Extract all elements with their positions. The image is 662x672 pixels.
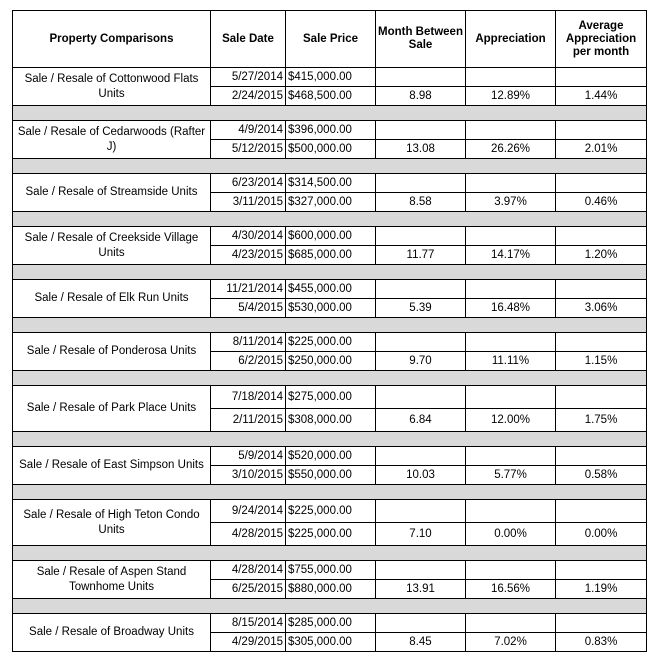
property-name-cell: Sale / Resale of East Simpson Units [13, 447, 211, 485]
property-comparison-table [12, 10, 647, 652]
months-between-cell: 11.77 [376, 246, 466, 265]
empty-cell [376, 500, 466, 523]
average-appreciation-cell: 0.00% [556, 523, 647, 546]
first-sale-date-cell: 7/18/2014 [211, 386, 286, 409]
first-sale-date-cell: 8/11/2014 [211, 333, 286, 352]
empty-cell [556, 561, 647, 580]
first-sale-date-cell: 8/15/2014 [211, 614, 286, 633]
separator-cell [13, 432, 647, 447]
property-name-cell: Sale / Resale of Streamside Units [13, 174, 211, 212]
months-between-cell: 6.84 [376, 409, 466, 432]
resale-price-cell: $308,000.00 [286, 409, 376, 432]
property-name-cell: Sale / Resale of High Teton Condo Units [13, 500, 211, 546]
resale-date-cell: 3/11/2015 [211, 193, 286, 212]
empty-cell [376, 174, 466, 193]
empty-cell [556, 121, 647, 140]
months-between-cell: 8.98 [376, 87, 466, 106]
average-appreciation-cell: 1.75% [556, 409, 647, 432]
empty-cell [376, 68, 466, 87]
separator-row [13, 318, 647, 333]
empty-cell [376, 561, 466, 580]
empty-cell [466, 68, 556, 87]
empty-cell [556, 500, 647, 523]
appreciation-cell: 16.56% [466, 580, 556, 599]
months-between-cell: 8.45 [376, 633, 466, 652]
first-sale-date-cell: 11/21/2014 [211, 280, 286, 299]
header-property: Property Comparisons [13, 11, 211, 68]
separator-row [13, 485, 647, 500]
header-average-appreciation: Average Appreciation per month [556, 11, 647, 68]
separator-row [13, 546, 647, 561]
table-row [13, 280, 647, 299]
property-name-cell: Sale / Resale of Ponderosa Units [13, 333, 211, 371]
property-name-cell: Sale / Resale of Elk Run Units [13, 280, 211, 318]
first-sale-price-cell: $314,500.00 [286, 174, 376, 193]
property-name-cell: Sale / Resale of Cedarwoods (Rafter J) [13, 121, 211, 159]
resale-price-cell: $685,000.00 [286, 246, 376, 265]
empty-cell [466, 280, 556, 299]
table-row [13, 333, 647, 352]
first-sale-date-cell: 4/28/2014 [211, 561, 286, 580]
separator-row [13, 106, 647, 121]
average-appreciation-cell: 1.20% [556, 246, 647, 265]
separator-cell [13, 212, 647, 227]
resale-price-cell: $225,000.00 [286, 523, 376, 546]
table-row [13, 174, 647, 193]
resale-price-cell: $550,000.00 [286, 466, 376, 485]
average-appreciation-cell: 0.58% [556, 466, 647, 485]
first-sale-price-cell: $600,000.00 [286, 227, 376, 246]
separator-row [13, 599, 647, 614]
resale-date-cell: 4/28/2015 [211, 523, 286, 546]
first-sale-date-cell: 6/23/2014 [211, 174, 286, 193]
appreciation-cell: 26.26% [466, 140, 556, 159]
empty-cell [556, 68, 647, 87]
resale-price-cell: $880,000.00 [286, 580, 376, 599]
first-sale-price-cell: $275,000.00 [286, 386, 376, 409]
empty-cell [556, 280, 647, 299]
resale-date-cell: 6/25/2015 [211, 580, 286, 599]
table-row [13, 447, 647, 466]
appreciation-cell: 12.00% [466, 409, 556, 432]
average-appreciation-cell: 1.19% [556, 580, 647, 599]
empty-cell [466, 500, 556, 523]
separator-cell [13, 546, 647, 561]
months-between-cell: 13.08 [376, 140, 466, 159]
table-row [13, 121, 647, 140]
table-row [13, 227, 647, 246]
property-name-cell: Sale / Resale of Creekside Village Units [13, 227, 211, 265]
empty-cell [376, 227, 466, 246]
empty-cell [556, 227, 647, 246]
first-sale-price-cell: $755,000.00 [286, 561, 376, 580]
months-between-cell: 8.58 [376, 193, 466, 212]
resale-date-cell: 3/10/2015 [211, 466, 286, 485]
first-sale-date-cell: 4/9/2014 [211, 121, 286, 140]
empty-cell [556, 386, 647, 409]
empty-cell [466, 174, 556, 193]
first-sale-date-cell: 9/24/2014 [211, 500, 286, 523]
separator-cell [13, 318, 647, 333]
header-sale-price: Sale Price [286, 11, 376, 68]
separator-cell [13, 371, 647, 386]
average-appreciation-cell: 0.46% [556, 193, 647, 212]
resale-price-cell: $468,500.00 [286, 87, 376, 106]
months-between-cell: 13.91 [376, 580, 466, 599]
property-name-cell: Sale / Resale of Cottonwood Flats Units [13, 68, 211, 106]
empty-cell [556, 333, 647, 352]
appreciation-cell: 14.17% [466, 246, 556, 265]
table-row [13, 68, 647, 87]
empty-cell [376, 333, 466, 352]
empty-cell [466, 386, 556, 409]
appreciation-cell: 11.11% [466, 352, 556, 371]
first-sale-price-cell: $225,000.00 [286, 500, 376, 523]
empty-cell [556, 614, 647, 633]
table-body [13, 68, 647, 652]
separator-cell [13, 159, 647, 174]
months-between-cell: 7.10 [376, 523, 466, 546]
empty-cell [466, 227, 556, 246]
resale-price-cell: $305,000.00 [286, 633, 376, 652]
empty-cell [466, 447, 556, 466]
average-appreciation-cell: 3.06% [556, 299, 647, 318]
average-appreciation-cell: 1.44% [556, 87, 647, 106]
first-sale-price-cell: $396,000.00 [286, 121, 376, 140]
first-sale-price-cell: $225,000.00 [286, 333, 376, 352]
property-name-cell: Sale / Resale of Broadway Units [13, 614, 211, 652]
table-row [13, 386, 647, 409]
empty-cell [376, 280, 466, 299]
first-sale-date-cell: 5/27/2014 [211, 68, 286, 87]
resale-date-cell: 6/2/2015 [211, 352, 286, 371]
property-name-cell: Sale / Resale of Park Place Units [13, 386, 211, 432]
resale-date-cell: 5/4/2015 [211, 299, 286, 318]
empty-cell [466, 561, 556, 580]
appreciation-cell: 3.97% [466, 193, 556, 212]
separator-cell [13, 106, 647, 121]
empty-cell [376, 447, 466, 466]
resale-price-cell: $530,000.00 [286, 299, 376, 318]
separator-cell [13, 485, 647, 500]
empty-cell [376, 121, 466, 140]
first-sale-date-cell: 4/30/2014 [211, 227, 286, 246]
empty-cell [556, 447, 647, 466]
appreciation-cell: 7.02% [466, 633, 556, 652]
empty-cell [466, 121, 556, 140]
table-row [13, 500, 647, 523]
resale-price-cell: $500,000.00 [286, 140, 376, 159]
comparison-sheet [12, 10, 646, 652]
first-sale-price-cell: $285,000.00 [286, 614, 376, 633]
resale-date-cell: 4/29/2015 [211, 633, 286, 652]
separator-cell [13, 599, 647, 614]
months-between-cell: 10.03 [376, 466, 466, 485]
empty-cell [376, 386, 466, 409]
separator-row [13, 371, 647, 386]
average-appreciation-cell: 2.01% [556, 140, 647, 159]
resale-date-cell: 4/23/2015 [211, 246, 286, 265]
header-appreciation: Appreciation [466, 11, 556, 68]
first-sale-price-cell: $415,000.00 [286, 68, 376, 87]
table-row [13, 561, 647, 580]
header-sale-date: Sale Date [211, 11, 286, 68]
empty-cell [466, 614, 556, 633]
appreciation-cell: 16.48% [466, 299, 556, 318]
appreciation-cell: 12.89% [466, 87, 556, 106]
separator-row [13, 159, 647, 174]
separator-cell [13, 265, 647, 280]
resale-date-cell: 2/24/2015 [211, 87, 286, 106]
resale-price-cell: $250,000.00 [286, 352, 376, 371]
first-sale-price-cell: $455,000.00 [286, 280, 376, 299]
empty-cell [466, 333, 556, 352]
header-row [13, 11, 647, 68]
resale-date-cell: 5/12/2015 [211, 140, 286, 159]
first-sale-price-cell: $520,000.00 [286, 447, 376, 466]
header-months: Month Between Sale [376, 11, 466, 68]
resale-date-cell: 2/11/2015 [211, 409, 286, 432]
months-between-cell: 9.70 [376, 352, 466, 371]
table-row [13, 614, 647, 633]
appreciation-cell: 0.00% [466, 523, 556, 546]
property-name-cell: Sale / Resale of Aspen Stand Townhome Units [13, 561, 211, 599]
separator-row [13, 212, 647, 227]
average-appreciation-cell: 1.15% [556, 352, 647, 371]
resale-price-cell: $327,000.00 [286, 193, 376, 212]
appreciation-cell: 5.77% [466, 466, 556, 485]
separator-row [13, 265, 647, 280]
average-appreciation-cell: 0.83% [556, 633, 647, 652]
empty-cell [556, 174, 647, 193]
first-sale-date-cell: 5/9/2014 [211, 447, 286, 466]
separator-row [13, 432, 647, 447]
months-between-cell: 5.39 [376, 299, 466, 318]
empty-cell [376, 614, 466, 633]
